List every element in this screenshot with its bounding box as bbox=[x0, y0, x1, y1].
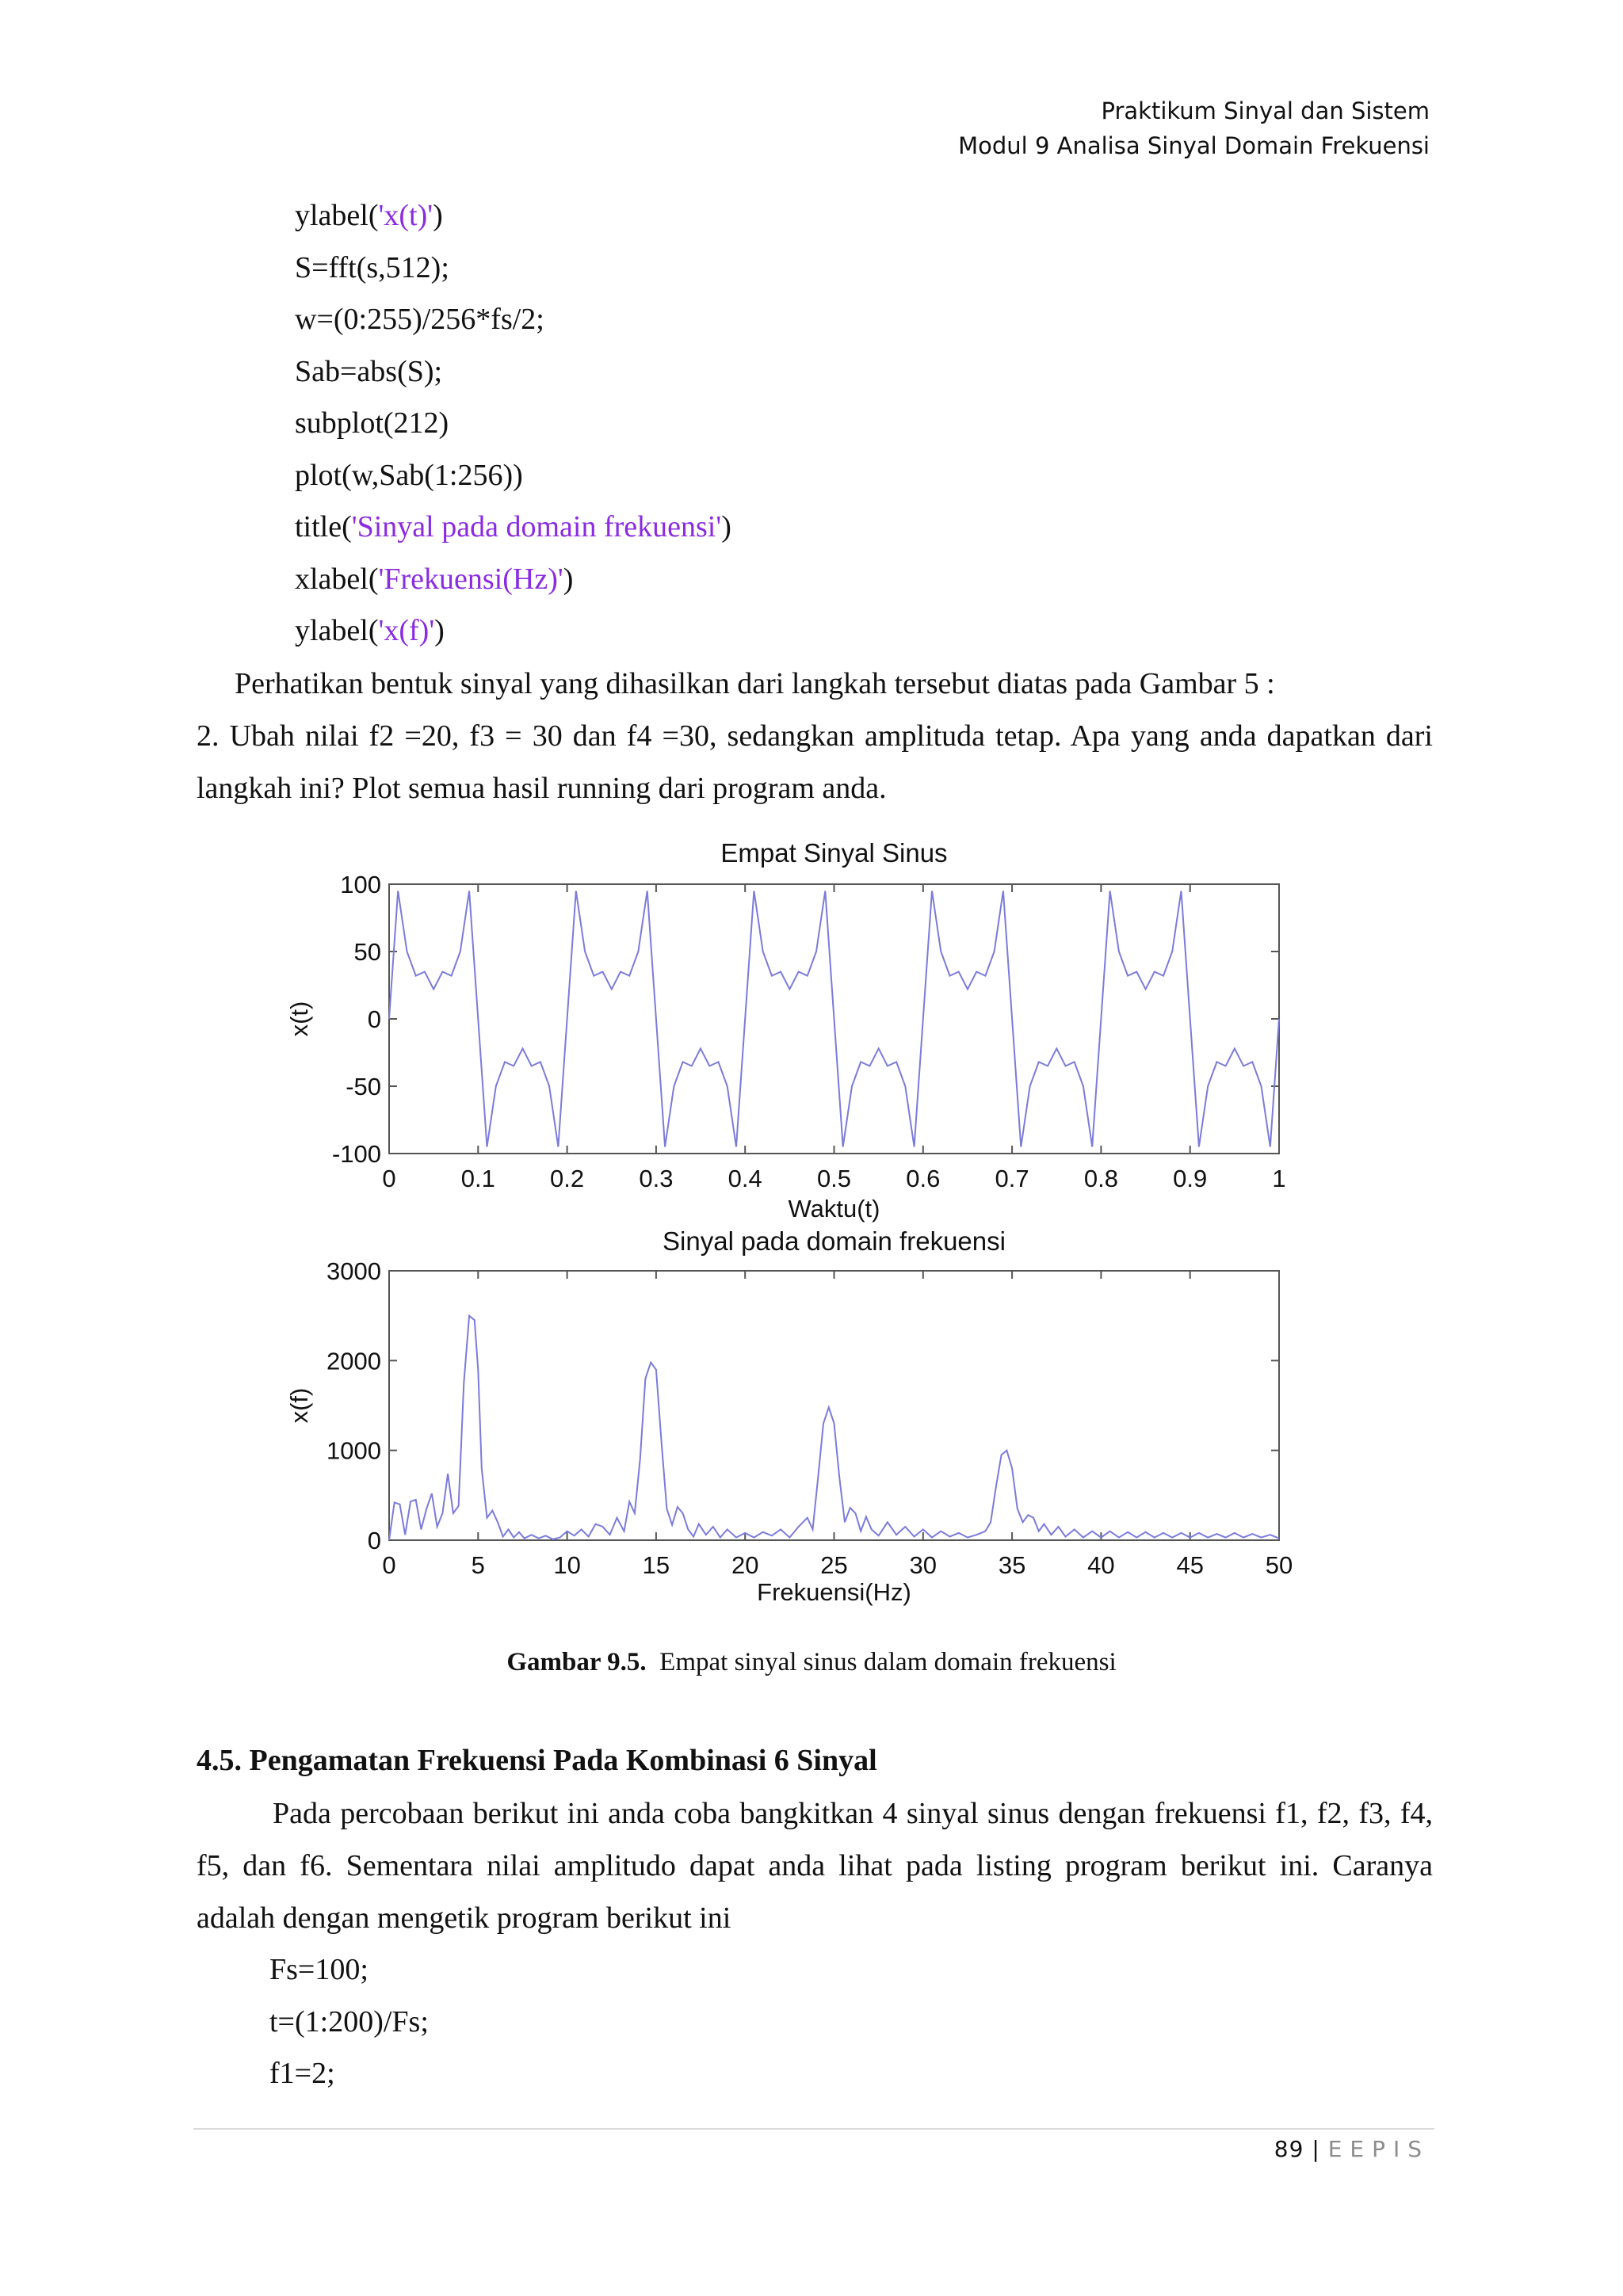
x-tick-label: 0.7 bbox=[995, 1165, 1029, 1192]
x-tick-label: 15 bbox=[642, 1551, 670, 1579]
plot-frame bbox=[389, 884, 1279, 1154]
paragraph-1: Perhatikan bentuk sinyal yang dihasilkan dari langkah tersebut diatas pada Gambar 5 : bbox=[235, 667, 1275, 700]
code-text: ylabel( bbox=[295, 614, 379, 647]
code-text: plot(w,Sab(1:256)) bbox=[295, 458, 523, 492]
code-text: ) bbox=[434, 614, 445, 647]
code-line bbox=[295, 460, 523, 491]
y-tick-label: 3000 bbox=[327, 1257, 381, 1285]
x-tick-label: 35 bbox=[998, 1551, 1026, 1579]
code-string: 'x(t)' bbox=[378, 199, 433, 232]
x-tick-label: 0.8 bbox=[1083, 1165, 1118, 1192]
code-text: title( bbox=[295, 510, 352, 543]
caption-label: Gambar 9.5. bbox=[506, 1648, 647, 1676]
y-axis-label: x(f) bbox=[285, 1387, 313, 1424]
code-line bbox=[295, 252, 449, 284]
code-text: ) bbox=[433, 199, 443, 232]
page-number: 89 bbox=[1274, 2136, 1304, 2162]
figure-caption bbox=[0, 1648, 1623, 1677]
code-line bbox=[295, 511, 731, 543]
page-footer bbox=[1274, 2136, 1430, 2162]
y-tick-label: -100 bbox=[331, 1140, 381, 1168]
header-line-2: Modul 9 Analisa Sinyal Domain Frekuensi bbox=[958, 132, 1430, 159]
running-header bbox=[958, 93, 1430, 163]
x-tick-label: 0.3 bbox=[639, 1165, 674, 1192]
series-line bbox=[389, 1316, 1279, 1540]
code-text: Sab=abs(S); bbox=[295, 354, 443, 388]
code-text: S=fft(s,512); bbox=[295, 250, 449, 284]
code-string: 'x(f)' bbox=[378, 614, 435, 647]
x-tick-label: 0 bbox=[382, 1551, 396, 1579]
footer-org: EEPIS bbox=[1327, 2136, 1430, 2162]
code-line bbox=[295, 303, 544, 335]
code-line bbox=[295, 563, 573, 595]
series-line bbox=[389, 891, 1279, 1147]
x-tick-label: 1 bbox=[1272, 1165, 1286, 1192]
x-tick-label: 25 bbox=[820, 1551, 848, 1579]
x-tick-label: 0 bbox=[382, 1165, 396, 1192]
y-axis-label: x(t) bbox=[285, 1001, 313, 1037]
footer-divider bbox=[193, 2128, 1434, 2130]
code-line bbox=[295, 615, 445, 646]
x-axis-label: Frekuensi(Hz) bbox=[757, 1578, 911, 1606]
x-tick-label: 0.1 bbox=[460, 1165, 495, 1192]
caption-text: Empat sinyal sinus dalam domain frekuensi bbox=[659, 1648, 1117, 1676]
code-line bbox=[295, 200, 443, 231]
code-line: Fs=100; bbox=[269, 1953, 369, 1986]
x-tick-label: 0.6 bbox=[906, 1165, 941, 1192]
code-string: 'Frekuensi(Hz)' bbox=[378, 562, 563, 596]
code-string: 'Sinyal pada domain frekuensi' bbox=[351, 510, 722, 543]
section-heading: 4.5. Pengamatan Frekuensi Pada Kombinasi 6 Sinyal bbox=[197, 1744, 877, 1777]
y-tick-label: 100 bbox=[340, 871, 381, 898]
x-tick-label: 45 bbox=[1176, 1551, 1204, 1579]
x-tick-label: 0.5 bbox=[816, 1165, 852, 1192]
code-line: t=(1:200)/Fs; bbox=[269, 2004, 429, 2039]
chart-title: Sinyal pada domain frekuensi bbox=[663, 1226, 1006, 1256]
x-tick-label: 0.9 bbox=[1173, 1165, 1208, 1192]
y-tick-label: 50 bbox=[353, 938, 381, 966]
paragraph-2: 2. Ubah nilai f2 =20, f3 = 30 dan f4 =30, sedangkan amplituda tetap. Apa yang anda dapatkan dari langkah ini? Plot semua hasil running dari program anda. bbox=[197, 719, 1433, 805]
code-line bbox=[295, 356, 442, 387]
code-line: f1=2; bbox=[269, 2057, 335, 2090]
x-tick-label: 0.4 bbox=[727, 1165, 762, 1192]
y-tick-label: 2000 bbox=[327, 1347, 381, 1375]
code-text: ) bbox=[721, 510, 731, 543]
x-tick-label: 30 bbox=[909, 1551, 938, 1579]
x-tick-label: 20 bbox=[731, 1551, 759, 1579]
code-text: ) bbox=[563, 562, 574, 596]
code-text: subplot(212) bbox=[295, 406, 449, 440]
x-tick-label: 40 bbox=[1087, 1551, 1115, 1579]
chart-time-domain bbox=[389, 884, 1279, 1154]
chart-frequency-domain bbox=[389, 1271, 1279, 1540]
paragraph-3: Pada percobaan berikut ini anda coba bangkitkan 4 sinyal sinus dengan frekuensi f1, f2, f3, f4, f5, dan f6. Sementara nilai amplitudo dapat anda lihat pada listing program berikut ini. Caranya adalah dengan mengetik program berikut ini bbox=[197, 1797, 1433, 1935]
y-tick-label: 1000 bbox=[327, 1436, 381, 1465]
footer-separator: | bbox=[1312, 2136, 1320, 2162]
y-tick-label: 0 bbox=[367, 1005, 381, 1033]
code-line bbox=[295, 407, 449, 439]
x-tick-label: 0.2 bbox=[550, 1165, 585, 1192]
y-tick-label: 0 bbox=[367, 1527, 381, 1554]
code-text: ylabel( bbox=[295, 199, 379, 232]
code-text: xlabel( bbox=[295, 562, 379, 596]
x-tick-label: 5 bbox=[471, 1551, 485, 1579]
y-tick-label: -50 bbox=[346, 1073, 381, 1100]
x-tick-label: 50 bbox=[1265, 1551, 1293, 1579]
code-text: w=(0:255)/256*fs/2; bbox=[295, 303, 544, 336]
plot-frame bbox=[389, 1271, 1279, 1540]
chart-title: Empat Sinyal Sinus bbox=[720, 838, 948, 868]
header-line-1: Praktikum Sinyal dan Sistem bbox=[1101, 97, 1430, 124]
x-axis-label: Waktu(t) bbox=[788, 1195, 880, 1222]
x-tick-label: 10 bbox=[553, 1551, 581, 1579]
